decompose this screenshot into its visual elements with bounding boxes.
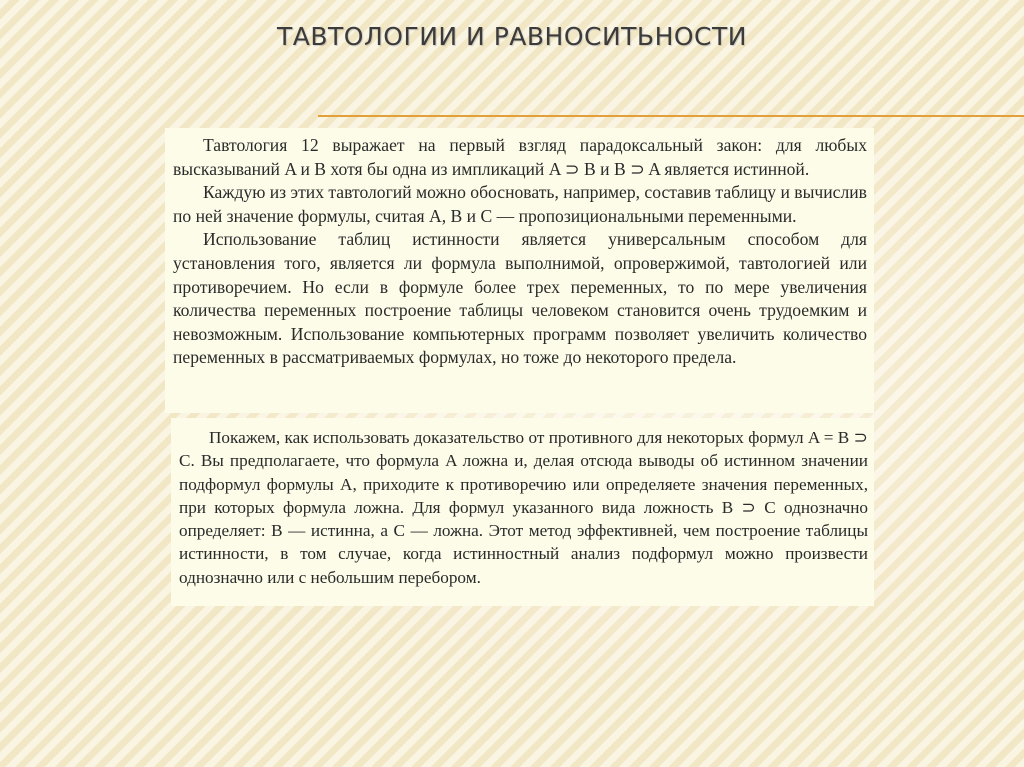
slide-title: ТАВТОЛОГИИ И РАВНОСИТЬНОСТИ xyxy=(277,22,747,51)
excerpt-1-paragraph-2: Каждую из этих тавтологий можно обосновать, например, составив таблицу и вычислив по ней значение формулы, считая A, B и C — пропозициональными переменными. xyxy=(173,182,867,226)
excerpt-1-paragraph-3: Использование таблиц истинности является универсальным способом для установления того, является ли формула выполнимой, опровержимой, тавтологией или противоречием. Но если в формуле более трех переменных, то по мере увеличения количества переменных построение таблицы человеком становится очень трудоемким и невозможным. Использование компьютерных программ позволяет увеличить количество переменных в рассматриваемых формулах, но тоже до некоторого предела. xyxy=(173,229,867,368)
title-accent-line xyxy=(318,115,1024,117)
text-excerpt-2 xyxy=(171,418,874,606)
excerpt-1-paragraph-1: Тавтология 12 выражает на первый взгляд парадоксальный закон: для любых высказываний A и B хотя бы одна из импликаций A ⊃ B и B ⊃ A является истинной. xyxy=(173,135,867,179)
text-excerpt-1 xyxy=(165,128,874,413)
excerpt-2-paragraph-1: Покажем, как использовать доказательство от противного для некоторых формул A = B ⊃ C. Вы предполагаете, что формула A ложна и, делая отсюда выводы об истинном значении подформул формулы A, приходите к противоречию или определяете значения переменных, при которых формула ложна. Для формул указанного вида ложность B ⊃ C однозначно определяет: B — истинна, а C — ложна. Этот метод эффективней, чем построение таблицы истинности, в том случае, когда истинностный анализ подформул можно произвести однозначно или с небольшим перебором. xyxy=(179,428,868,587)
